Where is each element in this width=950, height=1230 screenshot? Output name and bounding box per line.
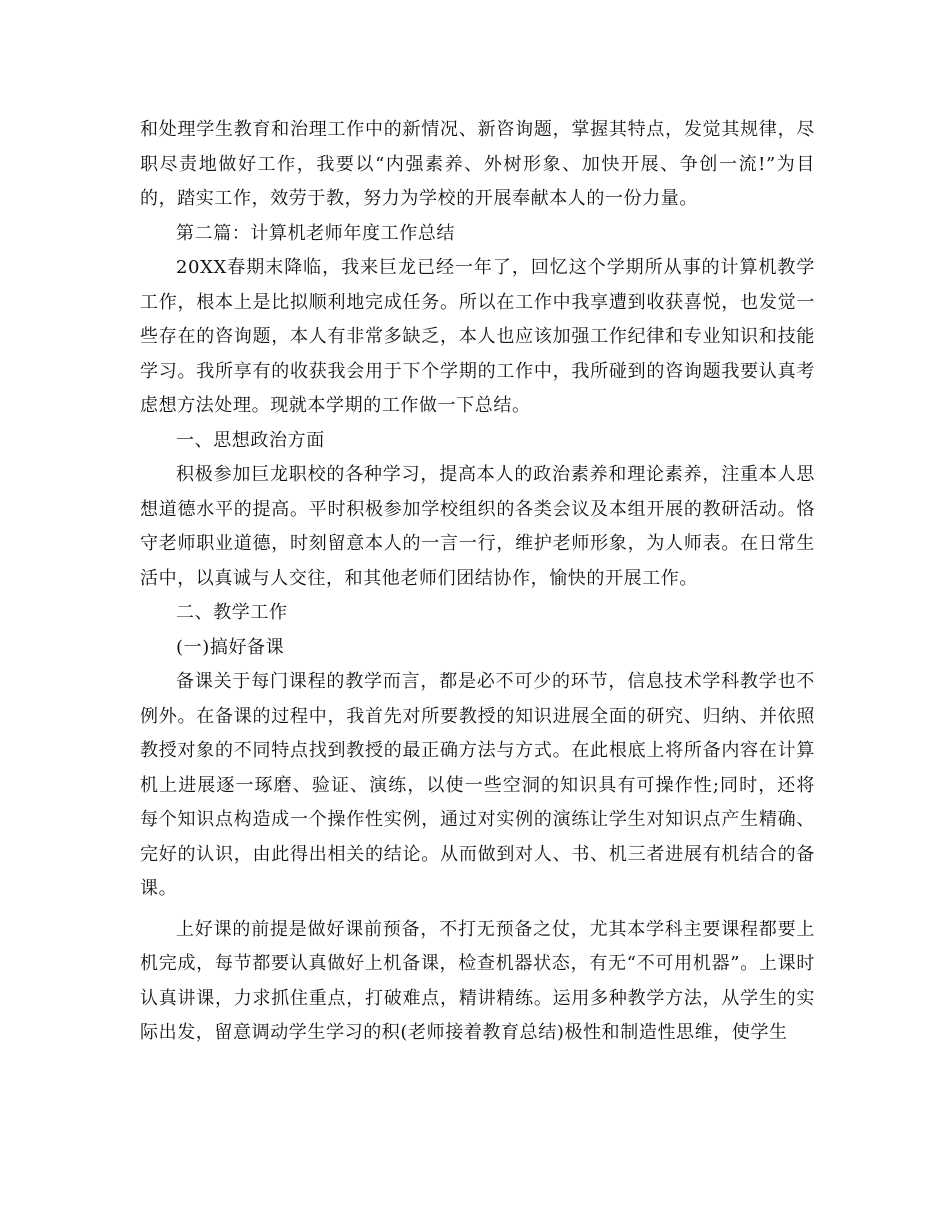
paragraph-class-prep: 上好课的前提是做好课前预备，不打无预备之仗，尤其本学科主要课程都要上机完成，每节都要认真做好上机备课，检查机器状态，有无“不可用机器”。上课时认真讲课，力求抓住重点，打破难点，精讲精练。运用多种教学方法，从学生的实际出发，留意调动学生学习的积(老师接着教育总结)极性和制造性思维，使学生 — [140, 918, 815, 1043]
section-heading-teaching: 二、教学工作 — [176, 602, 288, 623]
paragraph-continuation: 和处理学生教育和治理工作中的新情况、新咨询题，掌握其特点，发觉其规律，尽职尽责地做好工作，我要以“内强素养、外树形象、加快开展、争创一流!”为目的，踏实工作，效劳于教，努力为学校的开展奉献本人的一份力量。 — [140, 119, 815, 209]
paragraph-intro: 20XX春期末降临，我来巨龙已经一年了，回忆这个学期所从事的计算机教学工作，根本上是比拟顺利地完成任务。所以在工作中我享遭到收获喜悦，也发觉一些存在的咨询题，本人有非常多缺乏，本人也应该加强工作纪律和专业知识和技能学习。我所享有的收获我会用于下个学期的工作中，我所碰到的咨询题我要认真考虑想方法处理。现就本学期的工作做一下总结。 — [140, 257, 815, 416]
subheading-lesson-prep: (一)搞好备课 — [176, 636, 285, 658]
paragraph-lesson-prep: 备课关于每门课程的教学而言，都是必不可少的环节，信息技术学科教学也不例外。在备课的过程中，我首先对所要教授的知识进展全面的研究、归纳、并依照教授对象的不同特点找到教授的最正确方法与方式。在此根底上将所备内容在计算机上进展逐一琢磨、验证、演练，以使一些空洞的知识具有可操作性;同时，还将每个知识点构造成一个操作性实例，通过对实例的演练让学生对知识点产生精确、完好的认识，由此得出相关的结论。从而做到对人、书、机三者进展有机结合的备课。 — [140, 671, 815, 899]
paragraph-ideology: 积极参加巨龙职校的各种学习，提高本人的政治素养和理论素养，注重本人思想道德水平的提高。平时积极参加学校组织的各类会议及本组开展的教研活动。恪守老师职业道德，时刻留意本人的一言一行，维护老师形象，为人师表。在日常生活中，以真诚与人交往，和其他老师们团结协作，愉快的开展工作。 — [140, 464, 815, 589]
document-body — [140, 113, 815, 1051]
section-heading-ideology: 一、思想政治方面 — [176, 429, 325, 451]
section-heading-part-two: 第二篇：计算机老师年度工作总结 — [176, 222, 455, 244]
